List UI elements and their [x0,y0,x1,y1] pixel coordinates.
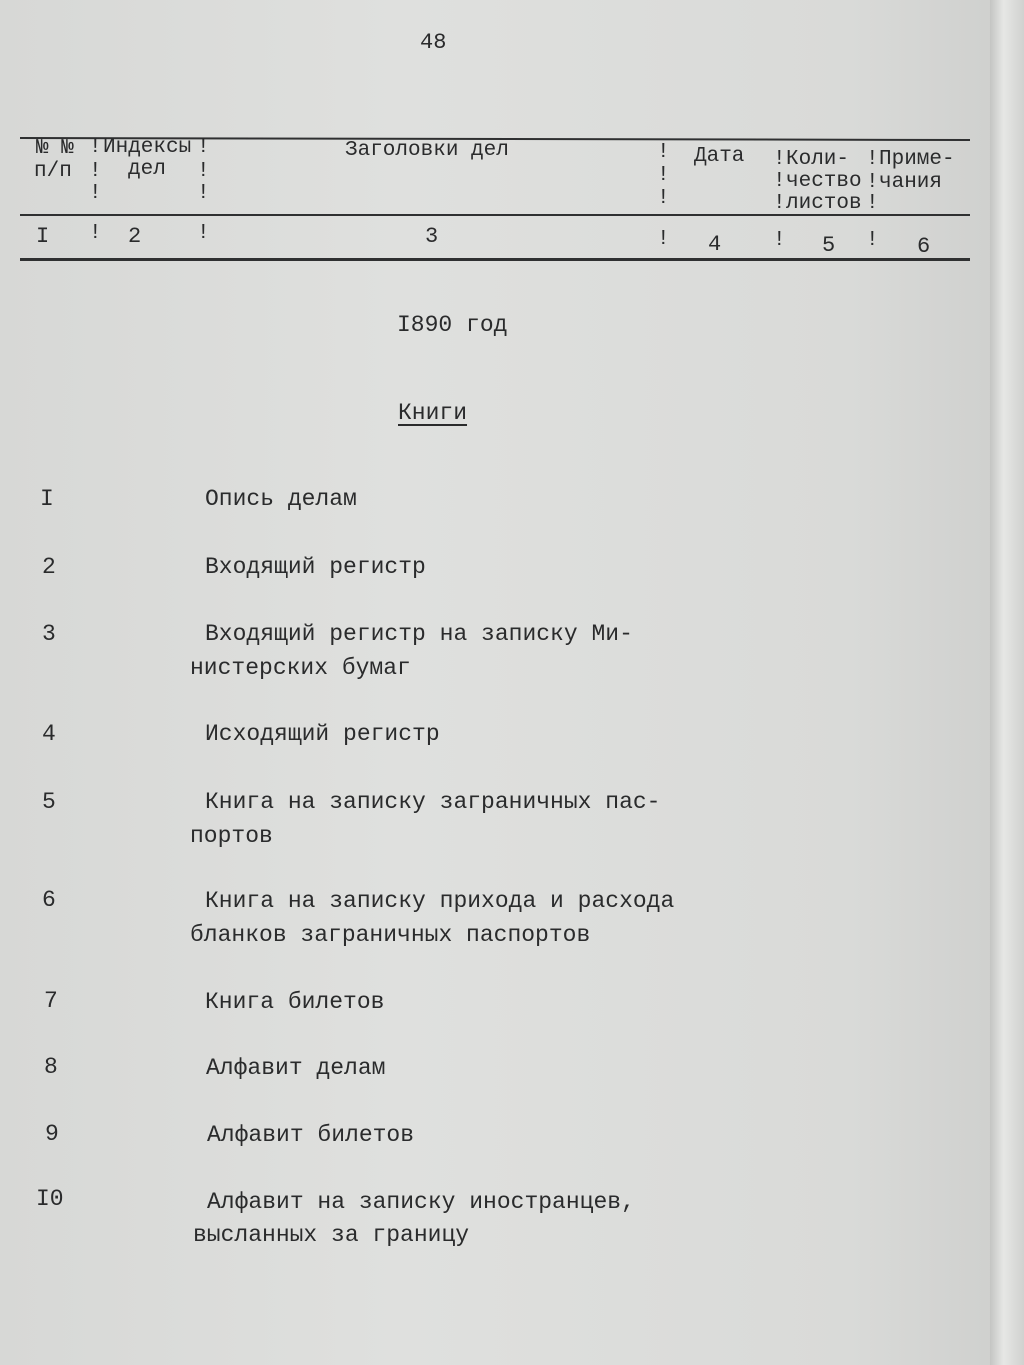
separator-mark: ! [89,136,102,159]
column-number-5: 5 [822,233,836,258]
header-col3: Заголовки дел [345,139,509,162]
header-col4: Дата [694,145,745,168]
header-col1-line1: № № [36,137,74,160]
entry-title: Исходящий регистр [205,721,440,747]
header-col5-line1: Коли- [786,148,850,171]
entry-number: 7 [44,988,58,1014]
separator-mark: ! [657,228,670,251]
entry-title: Алфавит делам [206,1055,386,1081]
separator-mark: ! [197,136,210,159]
header-col5-line2: чество [786,170,862,193]
entry-number: 9 [45,1121,59,1147]
entry-number: 3 [42,621,56,647]
separator-mark: ! [657,164,670,187]
separator-mark: ! [773,148,786,171]
entry-title: Входящий регистр [205,554,426,580]
separator-mark: ! [866,171,879,194]
entry-title: Книга билетов [205,989,385,1015]
separator-mark: ! [197,222,210,245]
header-col2-line1: Индексы [103,136,192,159]
separator-mark: ! [89,182,102,205]
separator-mark: ! [773,170,786,193]
separator-mark: ! [197,160,210,183]
header-col6-line2: чания [879,171,943,194]
header-col5-line3: листов [786,192,862,215]
entry-title-continued: нистерских бумаг [190,655,411,681]
entry-title: Алфавит на записку иностранцев, [207,1189,635,1215]
entry-title: Опись делам [205,486,357,512]
separator-mark: ! [866,192,879,215]
year-heading: I890 год [397,312,508,338]
separator-mark: ! [866,148,879,171]
column-number-6: 6 [917,234,931,259]
separator-mark: ! [773,229,786,252]
section-heading: Книги [398,400,468,426]
page-edge [990,0,1024,1365]
entry-number: 8 [44,1054,58,1080]
entry-title-continued: портов [190,823,273,849]
separator-mark: ! [657,141,670,164]
entry-title-continued: высланных за границу [193,1222,470,1248]
separator-mark: ! [866,229,879,252]
separator-mark: ! [89,222,102,245]
entry-number: 2 [42,554,56,580]
entry-number: 5 [42,789,56,815]
column-number-2: 2 [128,224,142,249]
separator-mark: ! [773,192,786,215]
header-col6-line1: Приме- [879,148,955,171]
entry-title-continued: бланков заграничных паспортов [190,922,591,948]
entry-title: Алфавит билетов [207,1122,415,1148]
separator-mark: ! [657,187,670,210]
entry-title: Книга на записку заграничных пас- [205,789,661,815]
entry-number: 4 [42,721,56,747]
page-number: 48 [420,30,447,55]
entry-number: 6 [42,887,56,913]
separator-mark: ! [197,182,210,205]
entry-title: Входящий регистр на записку Ми- [205,621,633,647]
entry-number: I [40,486,54,512]
column-number-3: 3 [425,224,439,249]
column-number-1: I [36,224,50,249]
separator-mark: ! [89,160,102,183]
entry-title: Книга на записку прихода и расхода [205,888,675,914]
column-number-4: 4 [708,232,722,257]
header-col2-line2: дел [128,158,166,181]
header-col1-line2: п/п [34,160,72,183]
entry-number: I0 [36,1186,64,1212]
